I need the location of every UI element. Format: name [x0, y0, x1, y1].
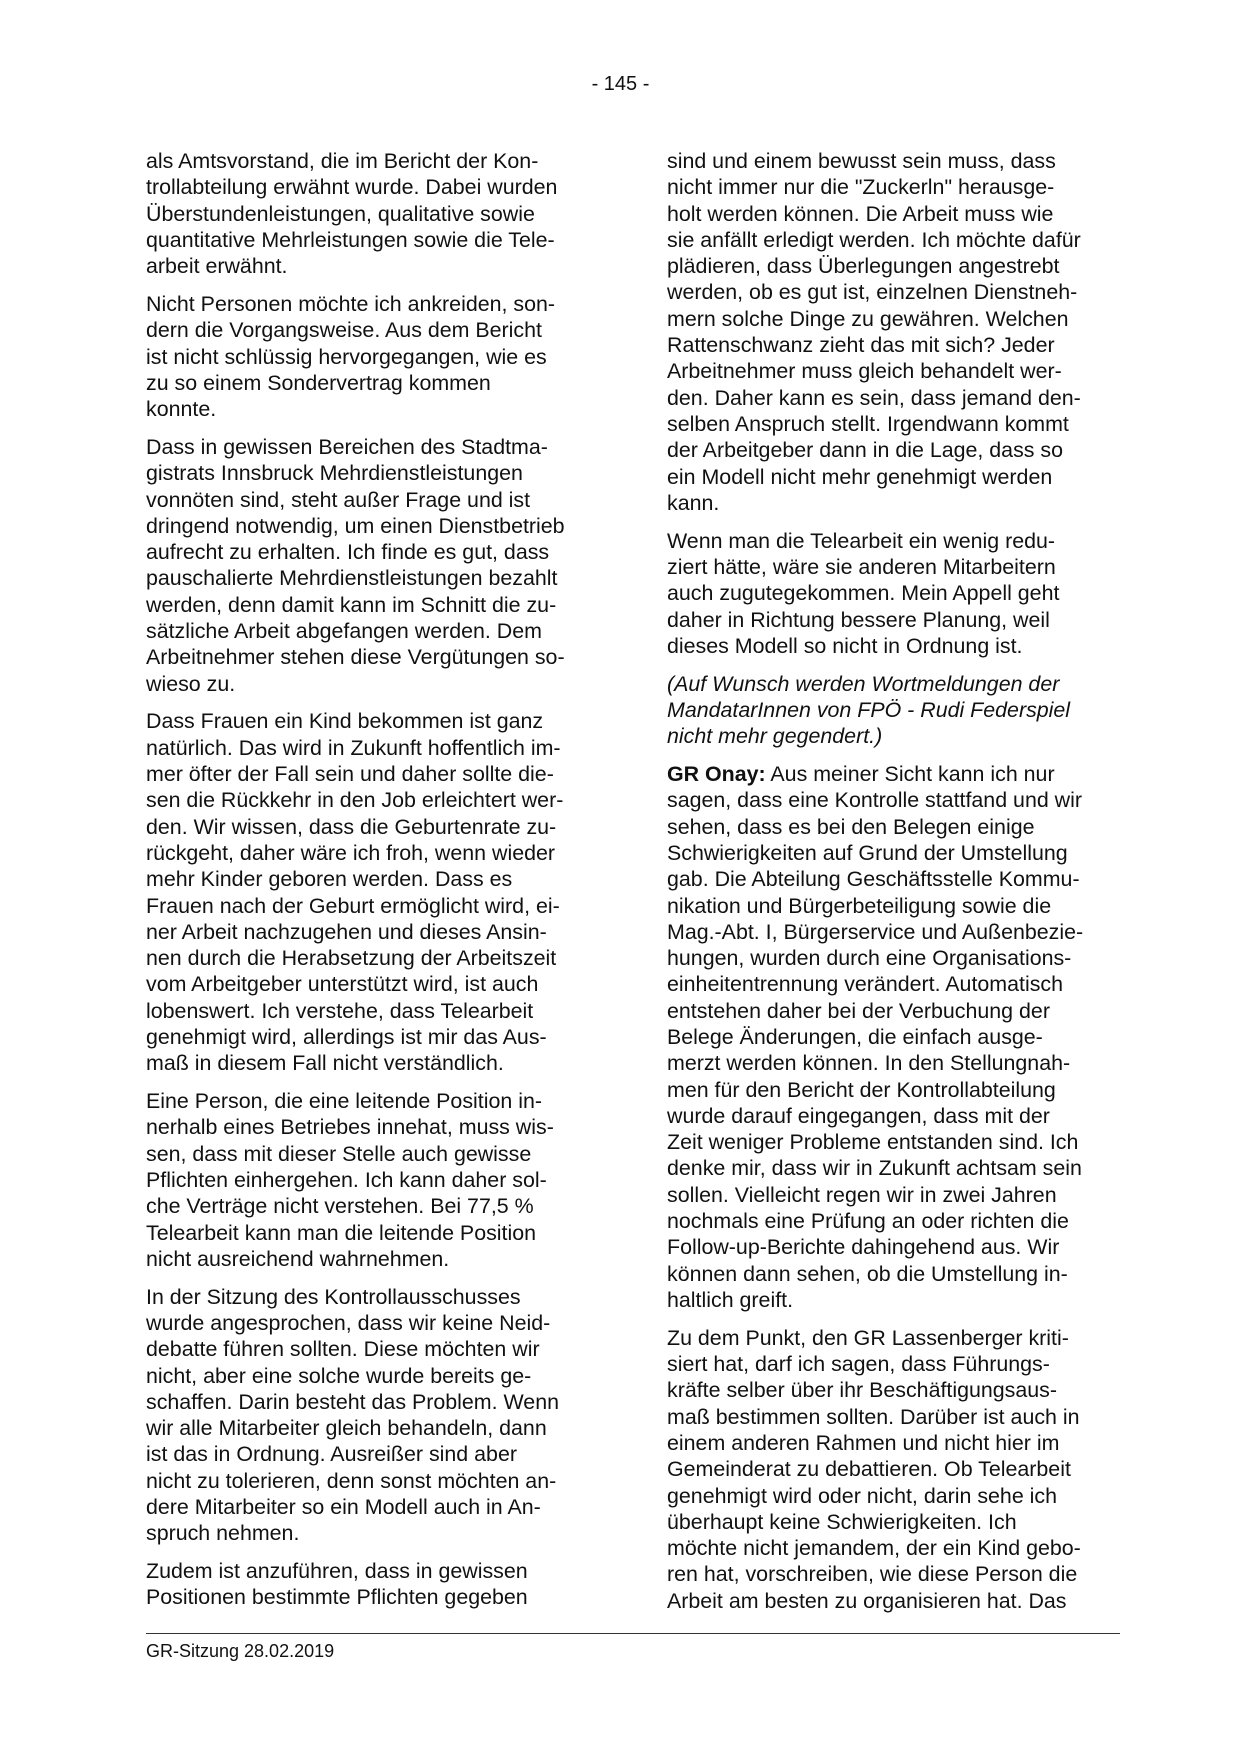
- text-line: ren hat, vorschreiben, wie diese Person die: [667, 1562, 1078, 1587]
- text-line: einheitentrennung verändert. Automatisch: [667, 972, 1063, 997]
- text-line: Gemeinderat zu debattieren. Ob Telearbeit: [667, 1457, 1071, 1482]
- text-line: quantitative Mehrleistungen sowie die Tele-: [146, 227, 555, 252]
- text-line: wir alle Mitarbeiter gleich behandeln, dann: [146, 1416, 547, 1441]
- text-line: debatte führen sollten. Diese möchten wir: [146, 1337, 540, 1362]
- text-line: nicht, aber eine solche wurde bereits ge-: [146, 1363, 532, 1388]
- text-line: sagen, dass eine Kontrolle stattfand und wir: [667, 788, 1082, 813]
- text-line: Telearbeit kann man die leitende Position: [146, 1220, 537, 1245]
- text-line: rückgeht, daher wäre ich froh, wenn wieder: [146, 840, 556, 865]
- text-line: nicht mehr gegendert.): [667, 724, 883, 749]
- text-line: als Amtsvorstand, die im Bericht der Kon-: [146, 149, 539, 173]
- text-line: ist das in Ordnung. Ausreißer sind aber: [146, 1442, 517, 1467]
- footer-session-date: GR-Sitzung 28.02.2019: [146, 1641, 335, 1661]
- text-line: denke mir, dass wir in Zukunft achtsam sein: [667, 1156, 1082, 1181]
- text-line: wieso zu.: [146, 671, 236, 696]
- text-line: gab. Die Abteilung Geschäftsstelle Kommu-: [667, 867, 1080, 892]
- text-line: Arbeitnehmer muss gleich behandelt wer-: [667, 359, 1062, 384]
- text-line: spruch nehmen.: [146, 1521, 300, 1546]
- text-line: Rattenschwanz zieht das mit sich? Jeder: [667, 333, 1055, 358]
- text-line: Überstundenleistungen, qualitative sowie: [146, 201, 535, 226]
- text-line: nicht ausreichend wahrnehmen.: [146, 1246, 450, 1271]
- text-line: Wenn man die Telearbeit ein wenig redu-: [667, 528, 1056, 553]
- text-line: Arbeitnehmer stehen diese Vergütungen so-: [146, 645, 565, 670]
- text-line: Eine Person, die eine leitende Position in-: [146, 1089, 542, 1114]
- text-line: Zu dem Punkt, den GR Lassenberger kriti-: [667, 1325, 1069, 1350]
- paragraph: [667, 1325, 1137, 1614]
- text-line: der Arbeitgeber dann in die Lage, dass so: [667, 438, 1064, 463]
- text-line: natürlich. Das wird in Zukunft hoffentlich im-: [146, 735, 561, 760]
- text-line: holt werden können. Die Arbeit muss wie: [667, 201, 1054, 226]
- left-column: [146, 148, 606, 1622]
- text-line: kräfte selber über ihr Beschäftigungsaus-: [667, 1378, 1057, 1403]
- text-line: pauschalierte Mehrdienstleistungen bezahlt: [146, 566, 558, 591]
- text-line: hungen, wurden durch eine Organisations-: [667, 946, 1072, 971]
- text-line: nikation und Bürgerbeteiligung sowie die: [667, 893, 1052, 918]
- text-line: nicht zu tolerieren, denn sonst möchten an-: [146, 1468, 557, 1493]
- text-line: dern die Vorgangsweise. Aus dem Bericht: [146, 318, 542, 343]
- text-line: (Auf Wunsch werden Wortmeldungen der: [667, 671, 1060, 696]
- text-line: dieses Modell so nicht in Ordnung ist.: [667, 633, 1023, 658]
- text-line: ein Modell nicht mehr genehmigt werden: [667, 464, 1053, 489]
- text-line: dere Mitarbeiter so ein Modell auch in An-: [146, 1495, 541, 1520]
- paragraph: [146, 1284, 606, 1547]
- text-line: schaffen. Darin besteht das Problem. Wenn: [146, 1389, 559, 1414]
- text-line: lobenswert. Ich verstehe, dass Telearbeit: [146, 998, 534, 1023]
- text-line: auch zugutegekommen. Mein Appell geht: [667, 581, 1060, 606]
- speech-text: Aus meiner Sicht kann ich nur: [765, 762, 1055, 787]
- right-column: [667, 148, 1137, 1626]
- text-line: dringend notwendig, um einen Dienstbetrieb: [146, 513, 565, 538]
- text-line: [667, 761, 1137, 787]
- text-line: nerhalb eines Betriebes innehat, muss wis-: [146, 1115, 554, 1140]
- footer-divider: [146, 1633, 1120, 1634]
- text-line: werden, denn damit kann im Schnitt die zu-: [146, 592, 557, 617]
- text-line: ziert hätte, wäre sie anderen Mitarbeitern: [667, 554, 1056, 579]
- text-line: einem anderen Rahmen und nicht hier im: [667, 1430, 1060, 1455]
- text-line: maß bestimmen sollten. Darüber ist auch in: [667, 1404, 1080, 1429]
- text-line: Belege Änderungen, die einfach ausge-: [667, 1025, 1043, 1049]
- text-line: sehen, dass es bei den Belegen einige: [667, 814, 1035, 839]
- paragraph: [667, 528, 1137, 659]
- text-line: konnte.: [146, 397, 217, 422]
- text-line: Schwierigkeiten auf Grund der Umstellung: [667, 840, 1068, 865]
- text-line: kann.: [667, 490, 720, 515]
- paragraph: [146, 148, 606, 279]
- text-line: den. Daher kann es sein, dass jemand den-: [667, 385, 1081, 410]
- text-line: Dass in gewissen Bereichen des Stadtma-: [146, 434, 548, 459]
- text-line: sätzliche Arbeit abgefangen werden. Dem: [146, 619, 542, 644]
- text-line: plädieren, dass Überlegungen angestrebt: [667, 254, 1060, 279]
- text-line: MandatarInnen von FPÖ - Rudi Federspiel: [667, 697, 1071, 722]
- text-line: Follow-up-Berichte dahingehend aus. Wir: [667, 1235, 1060, 1260]
- text-line: trollabteilung erwähnt wurde. Dabei wurden: [146, 175, 558, 200]
- paragraph: [146, 1558, 606, 1611]
- text-line: Pflichten einhergehen. Ich kann daher sol-: [146, 1167, 547, 1192]
- text-line: nochmals eine Prüfung an oder richten die: [667, 1209, 1069, 1234]
- text-line: vonnöten sind, steht außer Frage und ist: [146, 487, 531, 512]
- text-line: ist nicht schlüssig hervorgegangen, wie es: [146, 344, 547, 369]
- text-line: men für den Bericht der Kontrollabteilung: [667, 1077, 1056, 1102]
- text-line: überhaupt keine Schwierigkeiten. Ich: [667, 1509, 1017, 1534]
- text-line: haltlich greift.: [667, 1287, 794, 1312]
- text-line: In der Sitzung des Kontrollausschusses: [146, 1284, 521, 1309]
- text-line: genehmigt wird, allerdings ist mir das Aus-: [146, 1025, 547, 1049]
- text-line: sind und einem bewusst sein muss, dass: [667, 149, 1056, 173]
- page-number: - 145 -: [591, 73, 650, 95]
- text-line: möchte nicht jemandem, der ein Kind gebo-: [667, 1536, 1081, 1561]
- text-line: che Verträge nicht verstehen. Bei 77,5 %: [146, 1194, 534, 1219]
- speech-paragraph: [667, 761, 1137, 1313]
- text-line: wurde angesprochen, dass wir keine Neid-: [146, 1310, 551, 1335]
- text-line: zu so einem Sondervertrag kommen: [146, 370, 491, 395]
- text-line: mer öfter der Fall sein und daher sollte die-: [146, 762, 554, 787]
- paragraph: [667, 148, 1137, 516]
- editorial-note: [667, 671, 1137, 750]
- paragraph: [146, 708, 606, 1076]
- text-line: sen die Rückkehr in den Job erleichtert wer-: [146, 788, 564, 813]
- text-line: maß in diesem Fall nicht verständlich.: [146, 1051, 504, 1076]
- text-line: wurde darauf eingegangen, dass mit der: [667, 1103, 1050, 1128]
- text-line: werden, ob es gut ist, einzelnen Dienstneh-: [667, 280, 1078, 305]
- text-line: Mag.-Abt. I, Bürgerservice und Außenbezie-: [667, 919, 1084, 944]
- text-line: Dass Frauen ein Kind bekommen ist ganz: [146, 709, 544, 734]
- text-line: nen durch die Herabsetzung der Arbeitszeit: [146, 946, 557, 971]
- text-line: sie anfällt erledigt werden. Ich möchte dafür: [667, 227, 1081, 252]
- text-line: können dann sehen, ob die Umstellung in-: [667, 1261, 1068, 1286]
- text-line: Arbeit am besten zu organisieren hat. Das: [667, 1588, 1067, 1613]
- text-line: arbeit erwähnt.: [146, 254, 288, 279]
- text-line: daher in Richtung bessere Planung, weil: [667, 607, 1050, 632]
- text-line: Zeit weniger Probleme entstanden sind. Ich: [667, 1130, 1079, 1155]
- text-line: mern solche Dinge zu gewähren. Welchen: [667, 306, 1069, 331]
- text-line: Zudem ist anzuführen, dass in gewissen: [146, 1559, 528, 1584]
- paragraph: [146, 434, 606, 697]
- text-line: sollen. Vielleicht regen wir in zwei Jahren: [667, 1182, 1057, 1207]
- paragraph: [146, 1088, 606, 1272]
- text-line: selben Anspruch stellt. Irgendwann kommt: [667, 411, 1069, 436]
- text-line: mehr Kinder geboren werden. Dass es: [146, 867, 513, 892]
- text-line: entstehen daher bei der Verbuchung der: [667, 998, 1050, 1023]
- text-line: Nicht Personen möchte ich ankreiden, son-: [146, 291, 556, 316]
- text-line: genehmigt wird oder nicht, darin sehe ich: [667, 1483, 1058, 1508]
- text-line: siert hat, darf ich sagen, dass Führungs-: [667, 1352, 1050, 1377]
- text-line: den. Wir wissen, dass die Geburtenrate zu-: [146, 814, 557, 839]
- text-line: vom Arbeitgeber unterstützt wird, ist auch: [146, 972, 539, 997]
- text-line: sen, dass mit dieser Stelle auch gewisse: [146, 1141, 532, 1166]
- paragraph: [146, 291, 606, 422]
- text-line: Positionen bestimmte Pflichten gegeben: [146, 1585, 528, 1610]
- text-line: ner Arbeit nachzugehen und dieses Ansin-: [146, 919, 547, 944]
- text-line: Frauen nach der Geburt ermöglicht wird, ei-: [146, 893, 560, 918]
- text-line: merzt werden können. In den Stellungnah-: [667, 1051, 1071, 1076]
- text-line: aufrecht zu erhalten. Ich finde es gut, dass: [146, 540, 550, 565]
- speaker-name: GR Onay:: [667, 762, 766, 787]
- text-line: nicht immer nur die "Zuckerln" herausge-: [667, 175, 1055, 200]
- text-line: gistrats Innsbruck Mehrdienstleistungen: [146, 461, 523, 486]
